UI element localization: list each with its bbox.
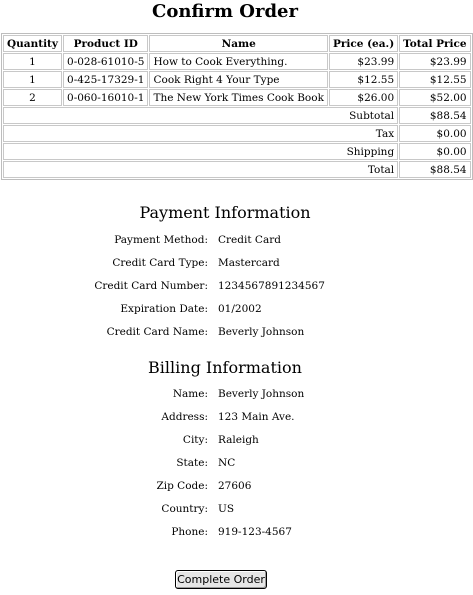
table-row bbox=[3, 89, 471, 106]
subtotal-label: Subtotal bbox=[3, 107, 398, 124]
total-value: $88.54 bbox=[399, 161, 470, 178]
billing-country-row bbox=[86, 497, 304, 520]
tax-row bbox=[3, 125, 471, 142]
total-price-cell: $52.00 bbox=[399, 89, 470, 106]
payment-method-value: Credit Card bbox=[218, 233, 281, 246]
total-label: Total bbox=[3, 161, 398, 178]
billing-info-table bbox=[86, 382, 304, 543]
billing-phone-label: Phone: bbox=[171, 525, 208, 538]
billing-zip-row bbox=[86, 474, 304, 497]
card-number-label: Credit Card Number: bbox=[94, 279, 208, 292]
table-row bbox=[3, 71, 471, 88]
quantity-cell: 1 bbox=[3, 53, 62, 70]
card-name-value: Beverly Johnson bbox=[218, 325, 305, 338]
tax-label: Tax bbox=[3, 125, 398, 142]
column-header-name: Name bbox=[149, 35, 327, 52]
billing-heading: Billing Information bbox=[148, 358, 302, 377]
billing-zip-value: 27606 bbox=[218, 479, 252, 492]
total-price-cell: $23.99 bbox=[399, 53, 470, 70]
order-header-row bbox=[3, 35, 471, 52]
billing-state-label: State: bbox=[176, 456, 208, 469]
billing-name-value: Beverly Johnson bbox=[218, 387, 305, 400]
shipping-row bbox=[3, 143, 471, 160]
card-name-label: Credit Card Name: bbox=[106, 325, 208, 338]
expiration-date-row bbox=[86, 297, 325, 320]
price-cell: $23.99 bbox=[329, 53, 398, 70]
column-header-product-id: Product ID bbox=[63, 35, 148, 52]
billing-zip-label: Zip Code: bbox=[156, 479, 208, 492]
quantity-cell: 1 bbox=[3, 71, 62, 88]
billing-state-row bbox=[86, 451, 304, 474]
billing-name-row bbox=[86, 382, 304, 405]
card-type-label: Credit Card Type: bbox=[112, 256, 208, 269]
billing-name-label: Name: bbox=[172, 387, 208, 400]
column-header-total-price: Total Price bbox=[399, 35, 470, 52]
billing-phone-row bbox=[86, 520, 304, 543]
expiration-date-label: Expiration Date: bbox=[120, 302, 208, 315]
billing-city-label: City: bbox=[182, 433, 208, 446]
billing-address-row bbox=[86, 405, 304, 428]
expiration-date-value: 01/2002 bbox=[218, 302, 262, 315]
card-name-row bbox=[86, 320, 325, 343]
billing-state-value: NC bbox=[218, 456, 236, 469]
complete-order-button[interactable]: Complete Order bbox=[175, 570, 267, 589]
tax-value: $0.00 bbox=[399, 125, 470, 142]
subtotal-row bbox=[3, 107, 471, 124]
billing-address-label: Address: bbox=[161, 410, 208, 423]
price-cell: $26.00 bbox=[329, 89, 398, 106]
billing-country-label: Country: bbox=[161, 502, 208, 515]
payment-method-label: Payment Method: bbox=[114, 233, 208, 246]
billing-country-value: US bbox=[218, 502, 235, 515]
table-row bbox=[3, 53, 471, 70]
column-header-quantity: Quantity bbox=[3, 35, 62, 52]
product-name-cell: The New York Times Cook Book bbox=[149, 89, 327, 106]
product-id-cell: 0-060-16010-1 bbox=[63, 89, 148, 106]
quantity-cell: 2 bbox=[3, 89, 62, 106]
total-price-cell: $12.55 bbox=[399, 71, 470, 88]
product-id-cell: 0-028-61010-5 bbox=[63, 53, 148, 70]
subtotal-value: $88.54 bbox=[399, 107, 470, 124]
payment-heading: Payment Information bbox=[139, 203, 311, 222]
billing-city-value: Raleigh bbox=[218, 433, 259, 446]
card-number-row bbox=[86, 274, 325, 297]
price-cell: $12.55 bbox=[329, 71, 398, 88]
order-table bbox=[1, 33, 473, 180]
billing-phone-value: 919-123-4567 bbox=[218, 525, 292, 538]
shipping-label: Shipping bbox=[3, 143, 398, 160]
billing-address-value: 123 Main Ave. bbox=[218, 410, 295, 423]
card-type-row bbox=[86, 251, 325, 274]
billing-city-row bbox=[86, 428, 304, 451]
shipping-value: $0.00 bbox=[399, 143, 470, 160]
product-name-cell: Cook Right 4 Your Type bbox=[149, 71, 327, 88]
column-header-price: Price (ea.) bbox=[329, 35, 398, 52]
payment-method-row bbox=[86, 228, 325, 251]
product-id-cell: 0-425-17329-1 bbox=[63, 71, 148, 88]
product-name-cell: How to Cook Everything. bbox=[149, 53, 327, 70]
card-number-value: 1234567891234567 bbox=[218, 279, 325, 292]
payment-info-table bbox=[86, 228, 325, 343]
total-row bbox=[3, 161, 471, 178]
card-type-value: Mastercard bbox=[218, 256, 280, 269]
page-title: Confirm Order bbox=[152, 1, 298, 22]
